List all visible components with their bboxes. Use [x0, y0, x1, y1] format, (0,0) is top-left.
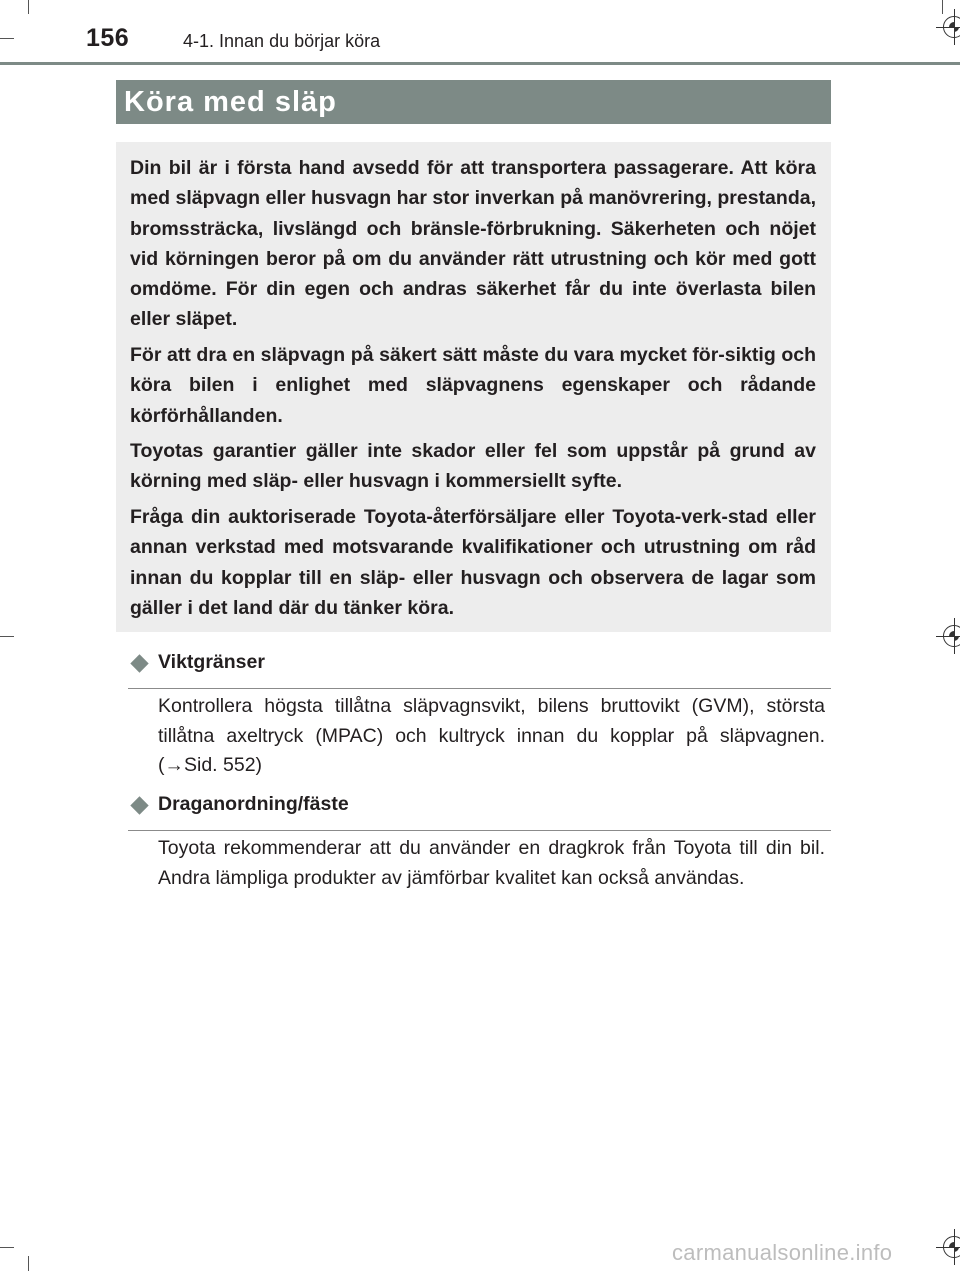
crop-mark [28, 0, 29, 14]
crop-mark [0, 38, 14, 39]
diamond-bullet-icon [130, 796, 148, 814]
section-heading-towing-hitch [128, 792, 831, 831]
arrow-right-icon: → [164, 754, 184, 776]
chapter-title: 4-1. Innan du börjar köra [183, 31, 381, 51]
watermark: carmanualsonline.info [672, 1240, 893, 1265]
intro-paragraph: Din bil är i första hand avsedd för att transportera passagerare. Att köra med släpvagn eller husvagn har stor inverkan på manövrering, prestanda, bromssträcka, livslängd och bränsle-förbrukning. Säkerheten och nöjet vid körningen beror på om du använder rätt utrustning och kör med gott omdöme. För din egen och andras säkerhet får du inte överlasta bilen eller släpet. [130, 157, 816, 331]
diamond-bullet-icon [130, 654, 148, 672]
registration-mark-icon [943, 625, 960, 647]
section-heading-text: Viktgränser [158, 651, 265, 673]
registration-mark-icon [943, 1236, 960, 1258]
crop-mark [28, 1256, 29, 1271]
header-rule [0, 62, 960, 65]
registration-mark-icon [943, 16, 960, 38]
crop-mark [0, 636, 14, 637]
section-title-bar [116, 80, 831, 124]
intro-paragraph: För att dra en släpvagn på säkert sätt måste du vara mycket för-siktig och köra bilen i enlighet med släpvagnens egenskaper och rådande körförhållanden. [130, 344, 816, 427]
body-text: Kontrollera högsta tillåtna släpvagnsvikt, bilens bruttovikt (GVM), största tillåtna axeltryck (MPAC) och kultryck innan du kopplar på släpvagnen. ( [158, 695, 825, 776]
section-heading-weight-limits [128, 650, 831, 689]
crop-mark [0, 1247, 14, 1248]
intro-paragraph: Fråga din auktoriserade Toyota-återförsäljare eller Toyota-verk-stad eller annan verkstad med motsvarande kvalifikationer och utrustning om råd innan du kopplar till en släp- eller husvagn och observera de lagar som gäller i det land där du tänker köra. [130, 506, 816, 619]
section-title: Köra med släp [124, 86, 337, 118]
section-body-weight-limits [158, 692, 825, 781]
section-heading-text: Draganordning/fäste [158, 793, 349, 815]
section-body-towing-hitch: Toyota rekommenderar att du använder en dragkrok från Toyota till din bil. Andra lämpliga produkter av jämförbar kvalitet kan också användas. [158, 837, 825, 889]
intro-paragraph: Toyotas garantier gäller inte skador eller fel som uppstår på grund av körning med släp- eller husvagn i kommersiellt syfte. [130, 440, 816, 493]
crop-mark [942, 0, 943, 14]
page-number: 156 [86, 24, 130, 52]
intro-box [116, 142, 831, 632]
page-reference-link[interactable]: Sid. 552) [184, 754, 263, 776]
